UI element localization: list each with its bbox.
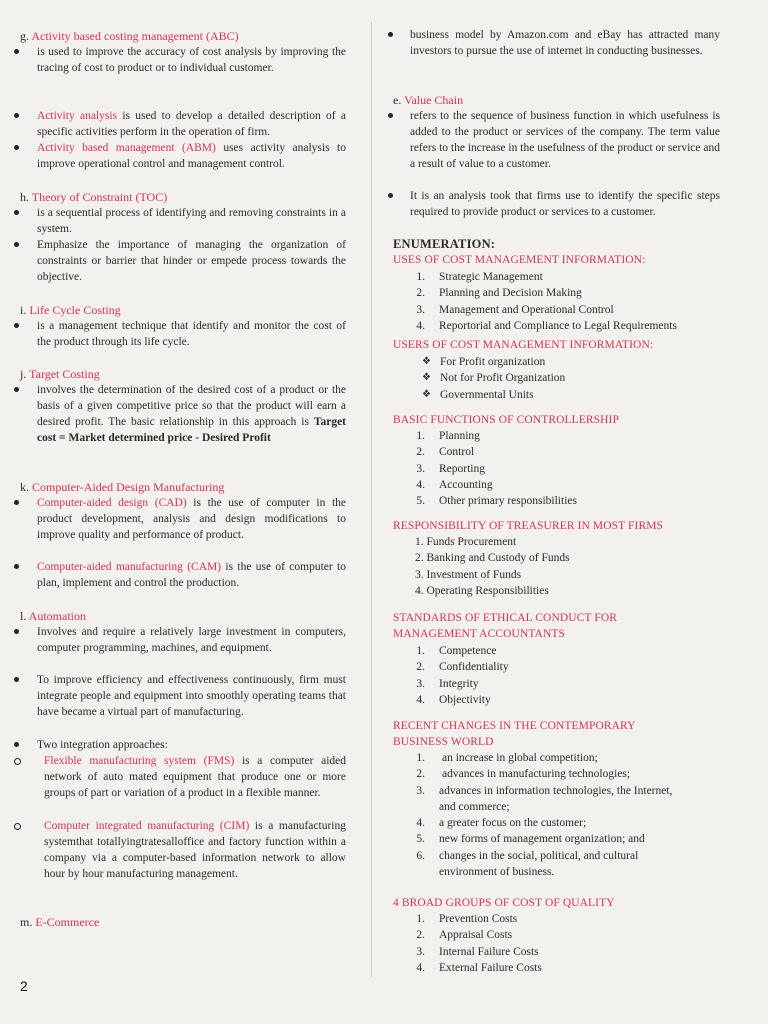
section-h-title: Theory of Constraint (TOC): [31, 190, 168, 204]
list-number: 5.: [416, 833, 425, 846]
section-i-prefix: i.: [20, 303, 30, 317]
list-number: 3.: [416, 677, 425, 690]
bullet-dot-icon: [14, 323, 19, 328]
controllership-heading: BASIC FUNCTIONS OF CONTROLLERSHIP: [393, 414, 619, 426]
bullet-text: Two integration approaches:: [37, 739, 168, 751]
section-e-title: Value Chain: [404, 93, 464, 107]
list-number: 4.: [416, 961, 425, 974]
section-h-bullet-1: [14, 205, 346, 237]
list-item-line: [393, 766, 723, 782]
section-h-heading: [20, 189, 167, 205]
bullet-text: To improve efficiency and effectiveness continuously, firm must integrate people and equipment into smoothly operating teams that have became a virtual part of manufacturing.: [37, 674, 346, 718]
list-item-text: 2. Banking and Custody of Funds: [415, 552, 570, 565]
section-j-title: Target Costing: [29, 367, 100, 381]
bullet-dot-icon: [14, 49, 19, 54]
list-item: [393, 302, 723, 318]
section-i-bullet-1: [14, 318, 346, 350]
section-i-heading: [20, 302, 121, 318]
section-l-bullet-1: [14, 624, 346, 656]
bullet-text: involves the determination of the desired cost of a product or the basis of a given competitive price so that the product will earn a desired profit. The basic relationship in this approach is: [37, 384, 346, 428]
section-h-prefix: h.: [20, 190, 32, 204]
list-number: 2.: [416, 768, 425, 781]
bullet-dot-icon: [14, 210, 19, 215]
list-item: [393, 643, 723, 659]
diamond-bullet-icon: ❖: [422, 356, 431, 367]
list-number: 3.: [416, 462, 425, 475]
ethics-list: [393, 643, 723, 708]
list-item-text: Control: [439, 446, 475, 459]
list-item-text: Strategic Management: [439, 271, 543, 283]
list-item: [393, 444, 723, 460]
column-divider: [371, 22, 372, 977]
bullet-text: uses activity analysis to improve operational control and management control.: [37, 142, 346, 170]
list-item-line: [393, 799, 723, 815]
bullet-text: is a sequential process of identifying and removing constraints in a system.: [37, 207, 346, 235]
bullet-dot-icon: [14, 500, 19, 505]
section-e-prefix: e.: [393, 93, 405, 107]
list-item: [393, 550, 723, 566]
quality-list: [393, 911, 723, 976]
section-j-prefix: j.: [20, 367, 30, 381]
bullet-dot-icon: [14, 242, 19, 247]
list-item: [393, 583, 723, 599]
list-item-text: Reporting: [439, 462, 485, 475]
diamond-bullet-icon: ❖: [422, 388, 431, 400]
bullet-text: business model by Amazon.com and eBay has attracted many investors to pursue the use of internet in conducting businesses.: [410, 29, 720, 57]
section-l-bullet-3: [14, 737, 346, 753]
list-number: 2.: [416, 446, 425, 459]
list-item-line: [393, 815, 723, 831]
section-g-bullet-1: [14, 44, 346, 76]
bullet-text: refers to the sequence of business function in which usefulness is added to the product or services of the company. The term value refers to the increase in the usefulness of the product or service and a result of value to a customer.: [410, 110, 720, 170]
list-item-line: [393, 783, 723, 799]
bullet-dot-icon: [14, 145, 19, 150]
cim-term: Computer integrated manufacturing (CIM): [44, 820, 250, 832]
diamond-bullet-icon: ❖: [422, 372, 431, 384]
list-item: [393, 676, 723, 692]
cam-term: Computer-aided manufacturing (CAM): [37, 561, 222, 573]
list-number: 6.: [416, 849, 425, 862]
section-e-bullet-1: [388, 108, 720, 172]
section-h-bullet-2: [14, 237, 346, 285]
list-item-text: 3. Investment of Funds: [415, 568, 522, 581]
list-number: 4.: [416, 478, 425, 491]
list-item-text: environment of business.: [439, 866, 555, 879]
fms-term: Flexible manufacturing system (FMS): [44, 755, 235, 767]
bullet-circle-icon: [14, 758, 21, 765]
section-j-heading: [20, 366, 100, 382]
list-item-text: Confidentiality: [439, 661, 509, 674]
list-item-line: [393, 750, 723, 766]
activity-analysis-term: Activity analysis: [37, 110, 118, 122]
list-number: 1.: [416, 645, 425, 657]
treasurer-list: [393, 534, 723, 599]
list-item: [393, 370, 723, 386]
bullet-text: is used to develop a detailed description of a specific activities perform in the operation of firm.: [37, 110, 346, 138]
bullet-dot-icon: [14, 387, 19, 392]
list-item-text: Objectivity: [439, 693, 491, 706]
list-item-text: Reportorial and Compliance to Legal Requirements: [439, 319, 677, 332]
cad-term: Computer-aided design (CAD): [37, 497, 187, 509]
list-item-text: new forms of management organization; and: [439, 833, 645, 846]
list-number: 4.: [416, 817, 425, 830]
list-item: [393, 387, 723, 403]
section-l-prefix: l.: [20, 609, 29, 623]
list-item-text: Other primary responsibilities: [439, 495, 577, 508]
list-item-text: Planning: [439, 430, 480, 442]
list-item-text: Prevention Costs: [439, 913, 518, 925]
section-k-bullet-2: [14, 559, 346, 591]
list-item-text: Management and Operational Control: [439, 303, 614, 316]
list-item-text: For Profit organization: [440, 356, 546, 368]
section-e-bullet-2: [388, 188, 720, 220]
list-number: 3.: [416, 784, 425, 797]
list-item-text: an increase in global competition;: [442, 752, 598, 764]
target-cost-formula: Target cost = Market determined price - Desired Profit: [37, 416, 346, 444]
list-item-line: [393, 831, 723, 847]
list-item-text: 4. Operating Responsibilities: [415, 584, 549, 597]
list-item-text: advances in information technologies, the Internet,: [439, 784, 673, 797]
list-item: [393, 428, 723, 444]
list-item: [393, 493, 723, 509]
abm-term: Activity based management (ABM): [37, 142, 216, 154]
users-heading: USERS OF COST MANAGEMENT INFORMATION:: [393, 339, 654, 351]
section-j-bullet-1: [14, 382, 346, 446]
list-number: 1.: [416, 752, 425, 764]
bullet-dot-icon: [14, 629, 19, 634]
list-item-text: 1. Funds Procurement: [415, 536, 517, 548]
section-k-heading: [20, 479, 224, 495]
bullet-text: is a computer aided network of auto mated equipment that produce one or more groups of part or variation of a product in a flexible manner.: [44, 755, 346, 799]
recent-heading-line-1: RECENT CHANGES IN THE CONTEMPORARY: [393, 720, 636, 732]
bullet-text: Involves and require a relatively large investment in computers, computer programming, machines, and equipment.: [37, 626, 346, 654]
list-item: [393, 911, 723, 927]
section-l-sub-bullet-2: [14, 818, 346, 882]
section-k-bullet-1: [14, 495, 346, 543]
list-item: [393, 692, 723, 708]
section-e-heading: [393, 92, 463, 108]
list-number: 4.: [416, 319, 425, 332]
bullet-dot-icon: [388, 32, 393, 37]
list-number: 2.: [416, 929, 425, 942]
bullet-text: is a management technique that identify and monitor the cost of the product through its life cycle.: [37, 320, 346, 348]
bullet-text: Emphasize the importance of managing the organization of constraints or barrier that hinder or empede process towards the objective.: [37, 239, 346, 283]
list-item: [393, 534, 723, 550]
list-item: [393, 944, 723, 960]
users-list: [393, 354, 723, 403]
section-i-title: Life Cycle Costing: [29, 303, 121, 317]
list-item-text: advances in manufacturing technologies;: [442, 768, 631, 781]
bullet-text: is the use of computer in the product development, analysis and design modifications to improve quality and performance of product.: [37, 497, 346, 541]
list-number: 3.: [416, 945, 425, 958]
section-k-title: Computer-Aided Design Manufacturing: [32, 480, 225, 494]
bullet-text: It is an analysis took that firms use to identify the specific steps required to provide product or services to a customer.: [410, 190, 720, 218]
bullet-dot-icon: [14, 113, 19, 118]
list-item-text: Not for Profit Organization: [440, 372, 566, 385]
bullet-dot-icon: [388, 193, 393, 198]
list-item: [393, 354, 723, 370]
bullet-dot-icon: [14, 742, 19, 747]
list-item: [393, 659, 723, 675]
list-item: [393, 960, 723, 976]
list-item-text: a greater focus on the customer;: [439, 817, 587, 830]
list-item-text: Accounting: [439, 478, 493, 491]
controllership-list: [393, 428, 723, 509]
bullet-text: is used to improve the accuracy of cost analysis by improving the tracing of cost to product or to individual customer.: [37, 46, 346, 74]
section-l-bullet-2: [14, 672, 346, 720]
list-item: [393, 269, 723, 285]
section-g-title: Activity based costing management (ABC): [31, 29, 239, 43]
recent-changes-list: [393, 750, 723, 880]
list-item-line: [393, 864, 723, 880]
list-item-text: changes in the social, political, and cultural: [439, 849, 639, 862]
treasurer-heading: RESPONSIBILITY OF TREASURER IN MOST FIRMS: [393, 520, 664, 532]
list-item-text: Governmental Units: [440, 388, 534, 401]
bullet-dot-icon: [388, 113, 393, 118]
ecommerce-bullet: [388, 27, 720, 59]
section-m-title: E-Commerce: [35, 915, 100, 929]
bullet-dot-icon: [14, 677, 19, 682]
list-item-text: Planning and Decision Making: [439, 287, 582, 300]
list-item-line: [393, 848, 723, 864]
enumeration-heading: ENUMERATION:: [393, 237, 496, 251]
recent-heading-line-2: BUSINESS WORLD: [393, 736, 494, 748]
list-number: 1.: [416, 430, 425, 442]
section-m-heading: [20, 914, 99, 930]
section-g-heading: [20, 28, 239, 44]
list-item-text: Integrity: [439, 677, 479, 690]
ethics-heading-line-2: MANAGEMENT ACCOUNTANTS: [393, 628, 565, 640]
list-number: 2.: [416, 287, 425, 300]
list-number: 2.: [416, 661, 425, 674]
list-item: [393, 461, 723, 477]
section-g-prefix: g.: [20, 29, 32, 43]
list-item: [393, 567, 723, 583]
list-item: [393, 285, 723, 301]
bullet-text: is the use of computer to plan, implement and control the production.: [37, 561, 346, 589]
section-l-title: Automation: [28, 609, 86, 623]
list-item-text: External Failure Costs: [439, 961, 542, 974]
list-item-text: Competence: [439, 645, 497, 657]
uses-heading: USES OF COST MANAGEMENT INFORMATION:: [393, 254, 646, 266]
list-number: 4.: [416, 693, 425, 706]
page-number: 2: [20, 978, 28, 994]
ethics-heading-line-1: STANDARDS OF ETHICAL CONDUCT FOR: [393, 612, 617, 624]
list-number: 1.: [416, 271, 425, 283]
list-item: [393, 318, 723, 334]
quality-heading: 4 BROAD GROUPS OF COST OF QUALITY: [393, 897, 615, 909]
list-number: 5.: [416, 495, 425, 508]
section-g-bullet-3: [14, 140, 346, 172]
list-item-text: and commerce;: [439, 800, 510, 813]
bullet-dot-icon: [14, 564, 19, 569]
section-l-heading: [20, 608, 86, 624]
list-item-text: Appraisal Costs: [439, 929, 513, 942]
section-l-sub-bullet-1: [14, 753, 346, 801]
section-k-prefix: k.: [20, 480, 32, 494]
bullet-circle-icon: [14, 823, 21, 830]
list-item: [393, 477, 723, 493]
list-item-text: Internal Failure Costs: [439, 945, 539, 958]
uses-list: [393, 269, 723, 334]
list-number: 1.: [416, 913, 425, 925]
bullet-text: is a manufacturing systemthat totallyingtratesalloffice and factory function within a company via a computer-based information network to allow hour by hour manufacturing management.: [44, 820, 346, 880]
section-g-bullet-2: [14, 108, 346, 140]
section-m-prefix: m.: [20, 915, 36, 929]
list-number: 3.: [416, 303, 425, 316]
list-item: [393, 927, 723, 943]
